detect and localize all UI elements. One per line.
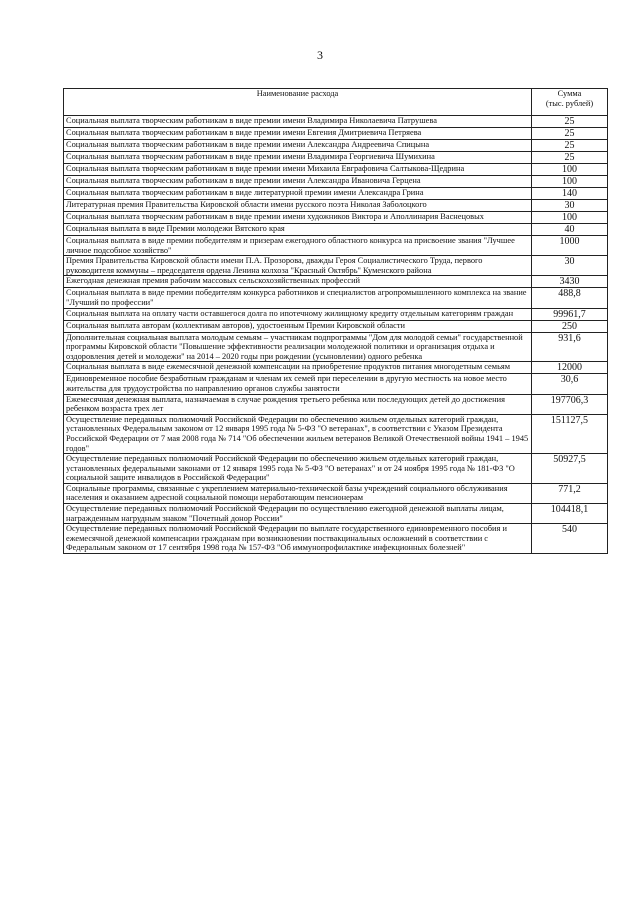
expense-name-cell: Социальная выплата авторам (коллективам авторов), удостоенным Премии Кировской области (64, 320, 532, 332)
table-body (64, 116, 608, 554)
expense-name-cell: Ежегодная денежная премия рабочим массовых сельскохозяйственных профессий (64, 276, 532, 288)
expense-name-cell: Ежемесячная денежная выплата, назначаемая в случае рождения третьего ребенка или последующих детей до достижения ребенком возраста трех лет (64, 394, 532, 414)
table-row (64, 362, 608, 374)
expense-name-cell: Социальная выплата творческим работникам в виде премии имени Александра Ивановича Герцена (64, 176, 532, 188)
expense-name-cell: Осуществление переданных полномочий Российской Федерации по обеспечению жильем отдельных категорий граждан, установленных Федеральным законом от 12 января 1995 года № 5-ФЗ "О ветеранах", в соответствии с Указом Президента Российской Федерации от 7 мая 2008 года № 714 "Об обеспечении жильем ветеранов Великой Отечественной войны 1941 – 1945 годов" (64, 414, 532, 453)
table-row (64, 128, 608, 140)
expense-sum-cell: 250 (532, 320, 608, 332)
table-row (64, 454, 608, 484)
table-row (64, 152, 608, 164)
expense-name-cell: Премия Правительства Кировской области имени П.А. Прозорова, дважды Героя Социалистического Труда, первого руководителя коммуны – председателя ордена Ленина колхоза "Красный Октябрь" Куменского района (64, 256, 532, 276)
expense-sum-cell: 99961,7 (532, 308, 608, 320)
table-row (64, 524, 608, 554)
expense-sum-cell: 25 (532, 152, 608, 164)
expense-sum-cell: 3430 (532, 276, 608, 288)
table-row (64, 256, 608, 276)
expense-sum-cell: 100 (532, 164, 608, 176)
expense-name-cell: Социальная выплата творческим работникам в виде премии имени Александра Андреевича Спицына (64, 140, 532, 152)
header-expense-name: Наименование расхода (64, 89, 532, 116)
table-row (64, 224, 608, 236)
expense-sum-cell: 488,8 (532, 288, 608, 308)
expense-sum-cell: 540 (532, 524, 608, 554)
table-row (64, 308, 608, 320)
expense-name-cell: Социальная выплата в виде ежемесячной денежной компенсации на приобретение продуктов питания многодетным семьям (64, 362, 532, 374)
table-row (64, 200, 608, 212)
expense-sum-cell: 40 (532, 224, 608, 236)
expense-name-cell: Социальная выплата в виде Премии молодежи Вятского края (64, 224, 532, 236)
table-row (64, 414, 608, 453)
expense-sum-cell: 25 (532, 140, 608, 152)
table-row (64, 212, 608, 224)
table-row (64, 374, 608, 394)
table-row (64, 188, 608, 200)
table-row (64, 483, 608, 503)
expense-name-cell: Единовременное пособие безработным гражданам и членам их семей при переселении в другую местность на новое место жительства для трудоустройства по направлению органов службы занятости (64, 374, 532, 394)
expense-sum-cell: 30,6 (532, 374, 608, 394)
expense-sum-cell: 30 (532, 200, 608, 212)
expense-name-cell: Социальная выплата творческим работникам в виде премии имени Евгения Дмитриевича Петряева (64, 128, 532, 140)
table-row (64, 116, 608, 128)
table-row (64, 176, 608, 188)
table-row (64, 140, 608, 152)
expense-sum-cell: 25 (532, 116, 608, 128)
expense-sum-cell: 151127,5 (532, 414, 608, 453)
expense-table (63, 88, 608, 554)
header-sum-line2: (тыс. рублей) (545, 98, 594, 108)
table-header-row (64, 89, 608, 116)
table-row (64, 504, 608, 524)
expense-sum-cell: 25 (532, 128, 608, 140)
table-row (64, 236, 608, 256)
expense-sum-cell: 104418,1 (532, 504, 608, 524)
expense-sum-cell: 771,2 (532, 483, 608, 503)
table-row (64, 320, 608, 332)
expense-sum-cell: 1000 (532, 236, 608, 256)
expense-sum-cell: 140 (532, 188, 608, 200)
expense-sum-cell: 100 (532, 212, 608, 224)
expense-name-cell: Осуществление переданных полномочий Российской Федерации по выплате государственного единовременного пособия и ежемесячной денежной компенсации гражданам при возникновении поствакцинальных осложнений в соответствии с Федеральным законом от 17 сентября 1998 года № 157-ФЗ "Об иммунопрофилактике инфекционных болезней" (64, 524, 532, 554)
expense-name-cell: Социальная выплата в виде премии победителям конкурса работников и специалистов агропромышленного комплекса на звание "Лучший по профессии" (64, 288, 532, 308)
expense-name-cell: Социальная выплата творческим работникам в виде премии имени Владимира Георгиевича Шумихина (64, 152, 532, 164)
expense-name-cell: Социальная выплата творческим работникам в виде премии имени Владимира Николаевича Патрушева (64, 116, 532, 128)
expense-sum-cell: 50927,5 (532, 454, 608, 484)
expense-sum-cell: 30 (532, 256, 608, 276)
header-sum-line1: Сумма (557, 89, 582, 98)
expense-name-cell: Социальная выплата творческим работникам в виде премии имени художников Виктора и Аполлинария Васнецовых (64, 212, 532, 224)
expense-name-cell: Литературная премия Правительства Кировской области имени русского поэта Николая Заболоцкого (64, 200, 532, 212)
table-row (64, 394, 608, 414)
expense-name-cell: Социальные программы, связанные с укреплением материально-технической базы учреждений социального обслуживания населения и оказанием адресной социальной помощи неработающим пенсионерам (64, 483, 532, 503)
expense-name-cell: Социальная выплата на оплату части оставшегося долга по ипотечному жилищному кредиту отдельным категориям граждан (64, 308, 532, 320)
expense-sum-cell: 12000 (532, 362, 608, 374)
header-sum (532, 89, 608, 116)
expense-name-cell: Социальная выплата творческим работникам в виде премии имени Михаила Евграфовича Салтыкова-Щедрина (64, 164, 532, 176)
table-row (64, 164, 608, 176)
expense-name-cell: Осуществление переданных полномочий Российской Федерации по осуществлению ежегодной денежной выплаты лицам, награжденным нагрудным знаком "Почетный донор России" (64, 504, 532, 524)
table-row (64, 332, 608, 362)
expense-sum-cell: 197706,3 (532, 394, 608, 414)
expense-name-cell: Дополнительная социальная выплата молодым семьям – участникам подпрограммы "Дом для молодой семьи" государственной программы Кировской области "Повышение эффективности реализации молодежной политики и организация отдыха и оздоровления детей и молодежи" на 2014 – 2020 годы при рождении (усыновлении) одного ребенка (64, 332, 532, 362)
table-row (64, 276, 608, 288)
expense-name-cell: Осуществление переданных полномочий Российской Федерации по обеспечению жильем отдельных категорий граждан, установленных федеральными законами от 12 января 1995 года № 5-ФЗ "О ветеранах" и от 24 ноября 1995 года № 181-ФЗ "О социальной защите инвалидов в Российской Федерации" (64, 454, 532, 484)
page-number: 3 (317, 48, 323, 62)
expense-name-cell: Социальная выплата творческим работникам в виде литературной премии имени Александра Грина (64, 188, 532, 200)
table-row (64, 288, 608, 308)
expense-name-cell: Социальная выплата в виде премии победителям и призерам ежегодного областного конкурса на присвоение звания "Лучшее личное подсобное хозяйство" (64, 236, 532, 256)
expense-sum-cell: 931,6 (532, 332, 608, 362)
expense-sum-cell: 100 (532, 176, 608, 188)
